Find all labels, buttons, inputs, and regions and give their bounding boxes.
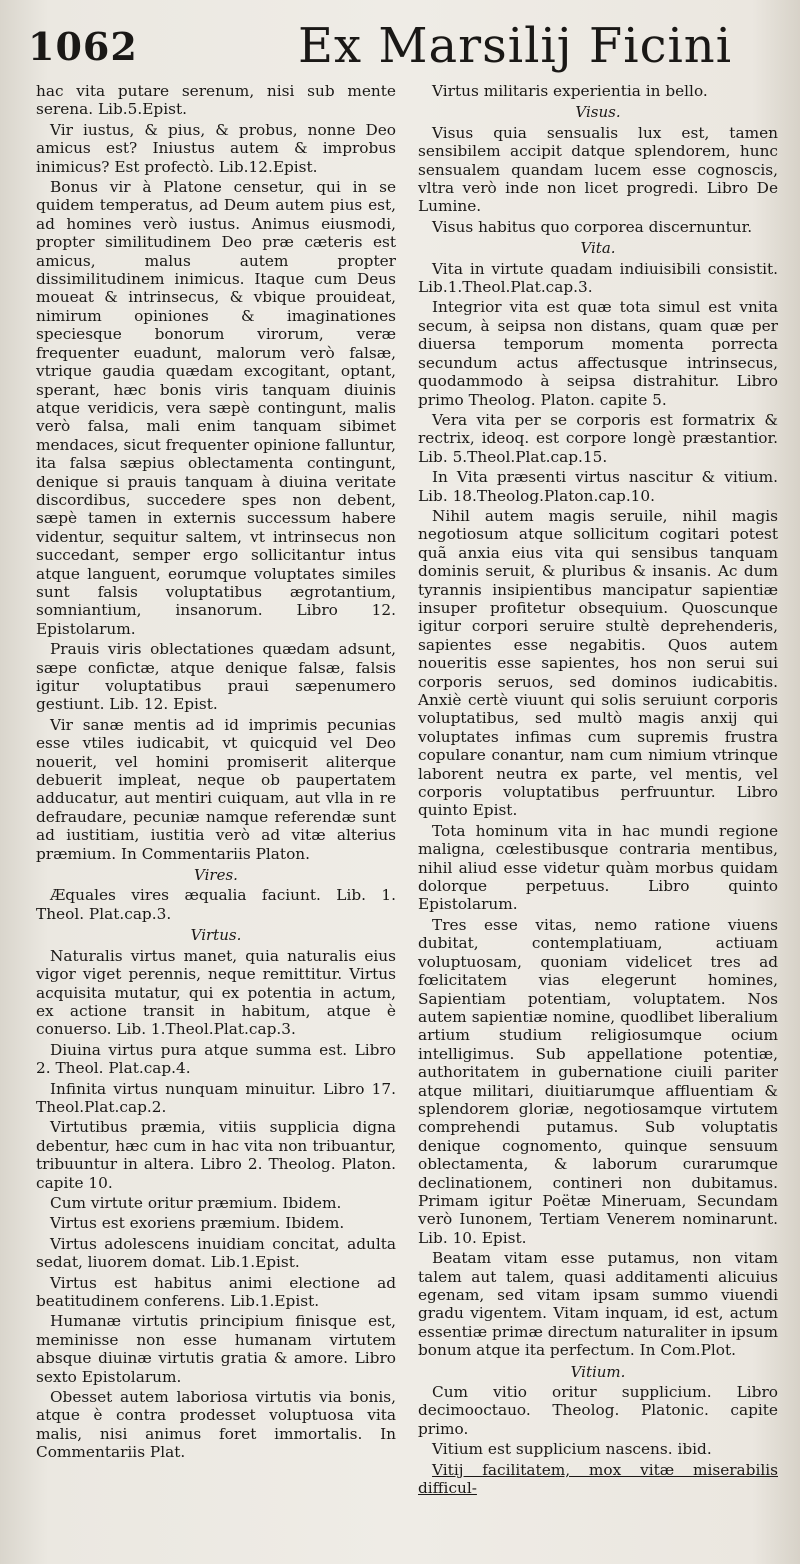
entry: Vita in virtute quadam indiuisibili consistit. Lib.1.Theol.Plat.cap.3. (418, 259, 778, 297)
entry: Virtutibus præmia, vitiis supplicia digna debentur, hæc cum in hac vita non tribuantur, tribuuntur in altera. Libro 2. Theolog. Platon. capite 10. (36, 1118, 396, 1192)
entry: Vir sanæ mentis ad id imprimis pecunias esse vtiles iudicabit, vt quicquid vel Deo nouerit, vel homini promiserit aliterque debuerit impleat, neque ob paupertatem adducatur, aut mentiri cuiquam, aut vlla in re defraudare, pecuniæ namque referendæ sunt ad iustitiam, iustitia verò ad vitæ alterius præmium. In Commentariis Platon. (36, 715, 396, 863)
entry: Æquales vires æqualia faciunt. Lib. 1. Theol. Plat.cap.3. (36, 886, 396, 923)
entry: Obesset autem laboriosa virtutis via bonis, atque è contra prodesset voluptuosa vita malis, nisi animus foret immortalis. In Commentariis Plat. (36, 1388, 396, 1462)
entry: Bonus vir à Platone censetur, qui in se quidem temperatus, ad Deum autem pius est, ad homines verò iustus. Animus eiusmodi, propter similitudinem Deo præ cæteris est amicus, malus autem propter dissimilitudinem inimicus. Itaque cum Deus moueat & intrinsecus, & vbique prouideat, nimirum opiniones & imaginationes speciesque bonorum virorum, veræ frequenter euadunt, malorum verò falsæ, vtrique gaudia quædam excogitant, optant, sperant, hæc bonis viris tanquam diuinis atque veridicis, vera sæpè contingunt, malis verò falsa, mali enim tanquam sibimet mendaces, sicut frequenter opinione falluntur, ita falsa sæpius oblectamenta contingunt, denique si prauis tanquam à diuina veritate discordibus, succedere spes non debent, sæpè tamen in externis successum habere videntur, sequitur saltem, vt intrinsecus non succedant, semper ergo sollicitantur intus atque languent, eorumque voluptates similes sunt falsis voluptatibus ægrotantium, somniantium, insanorum. Libro 12. Epistolarum. (36, 178, 397, 638)
entry: Diuina virtus pura atque summa est. Libro 2. Theol. Plat.cap.4. (36, 1040, 396, 1078)
entry: Virtus est habitus animi electione ad beatitudinem conferens. Lib.1.Epist. (36, 1273, 396, 1310)
catch-line: Vitij facilitatem, mox vitæ miserabilis difficul- (418, 1460, 778, 1498)
section-heading-vires: Vires. (194, 866, 238, 885)
entry: Tres esse vitas, nemo ratione viuens dubitat, contemplatiuam, actiuam voluptuosam, quoniam videlicet tres ad fœlicitatem vias elegerunt homines, Sapientiam potentiam, voluptatem. Nos autem sapientiæ nomine, quodlibet liberalium artium studium religiosumque ocium intelligimus. Sub appellatione potentiæ, authoritatem in gubernatione ciuili pariter atque militari, diuitiarumque affluentiam & splendorem gloriæ, negotiosamque virtutem comprehendi putamus. Sub voluptatis denique cognomento, quinque sensuum oblectamenta, & laborum curarumque declinationem, contineri non dubitamus. Primam igitur Poëtæ Mineruam, Secundam verò Iunonem, Tertiam Venerem nominarunt. Lib. 10. Epist. (418, 915, 778, 1247)
entry: Visus habitus quo corporea discernuntur. (432, 217, 753, 236)
section-heading-virtus: Virtus. (190, 926, 242, 945)
entry: Cum virtute oritur præmium. Ibidem. (50, 1193, 342, 1212)
entry: Vera vita per se corporis est formatrix & rectrix, ideoq. est corpore longè præstantior. Lib. 5.Theol.Plat.cap.15. (418, 410, 778, 466)
left-column (36, 82, 396, 1464)
entry: Tota hominum vita in hac mundi regione maligna, cœlestibusque contraria mentibus, nihil aliud esse videtur quàm morbus quidam dolorque perpetuus. Libro quinto Epistolarum. (418, 821, 778, 914)
entry: Vir iustus, & pius, & probus, nonne Deo amicus est? Iniustus autem & improbus inimicus? Est profectò. Lib.12.Epist. (36, 120, 396, 176)
entry: Beatam vitam esse putamus, non vitam talem aut talem, quasi additamenti alicuius egenam, sed vitam ipsam summo viuendi gradu vigentem. Vitam inquam, id est, actum essentiæ primæ directum naturaliter in ipsum bonum atque ita perfectum. In Com.Plot. (418, 1249, 778, 1360)
entry: Cum vitio oritur supplicium. Libro decimooctauo. Theolog. Platonic. capite primo. (418, 1383, 778, 1438)
entry: Humanæ virtutis principium finisque est, meminisse non esse humanam virtutem absque diuinæ virtutis gratia & amore. Libro sexto Epistolarum. (36, 1312, 396, 1386)
entry: Visus quia sensualis lux est, tamen sensibilem accipit datque splendorem, hunc sensualem quandam lucem esse cognoscis, vltra verò inde non licet progredi. Libro De Lumine. (418, 123, 778, 216)
entry: In Vita præsenti virtus nascitur & vitium. Lib. 18.Theolog.Platon.cap.10. (418, 468, 778, 505)
entry: Virtus est exoriens præmium. Ibidem. (50, 1214, 345, 1233)
entry: Naturalis virtus manet, quia naturalis eius vigor viget perennis, neque remittitur. Virtus acquisita mutatur, qui ex potentia in actum, ex actione transit in habitum, atque è conuerso. Lib. 1.Theol.Plat.cap.3. (36, 946, 396, 1039)
entry: Prauis viris oblectationes quædam adsunt, sæpe confictæ, atque denique falsæ, falsis igitur voluptatibus praui sæpenumero gestiunt. Lib. 12. Epist. (36, 640, 396, 714)
right-column (418, 82, 778, 1499)
entry: Nihil autem magis seruile, nihil magis negotiosum atque sollicitum cogitari potest quã anxia eius vita qui sensibus tanquam dominis seruit, & pluribus & insanis. Ac dum tyrannis insipientibus mancipatur sapientiæ insuper profitetur obsequium. Quoscunque igitur corpori seruire stultè deprehenderis, sapientes esse negabitis. Quos autem noueritis esse sapientes, hos non serui sui corporis seruos, sed dominos iudicabitis. Anxiè certè viuunt qui solis seruiunt corporis voluptatibus, sed multò magis anxij qui voluptates infimas cum supremis frustra copulare conantur, nam cum nimium vtrinque laborent neutra ex parte, vel mentis, vel corporis voluptatibus perfruuntur. Libro quinto Epist. (418, 506, 778, 820)
section-heading-visus: Visus. (575, 103, 621, 122)
section-heading-vitium: Vitium. (570, 1362, 626, 1381)
entry: Infinita virtus nunquam minuitur. Libro 17. Theol.Plat.cap.2. (36, 1079, 396, 1116)
entry: hac vita putare serenum, nisi sub mente serena. Lib.5.Epist. (36, 82, 396, 119)
entry: Virtus militaris experientia in bello. (432, 82, 708, 100)
running-title: Ex Marsilij Ficini (298, 18, 733, 74)
section-heading-vita: Vita. (580, 239, 616, 258)
page-header (28, 18, 780, 78)
entry: Integrior vita est quæ tota simul est vnita secum, à seipsa non distans, quam quæ per diuersa temporum momenta porrecta secundum actus affectusque intrinsecus, quodammodo à seipsa distrahitur. Libro primo Theolog. Platon. capite 5. (418, 298, 778, 409)
page-number: 1062 (28, 24, 138, 69)
entry: Vitium est supplicium nascens. ibid. (432, 1440, 712, 1459)
entry: Virtus adolescens inuidiam concitat, adulta sedat, liuorem domat. Lib.1.Epist. (36, 1234, 396, 1272)
